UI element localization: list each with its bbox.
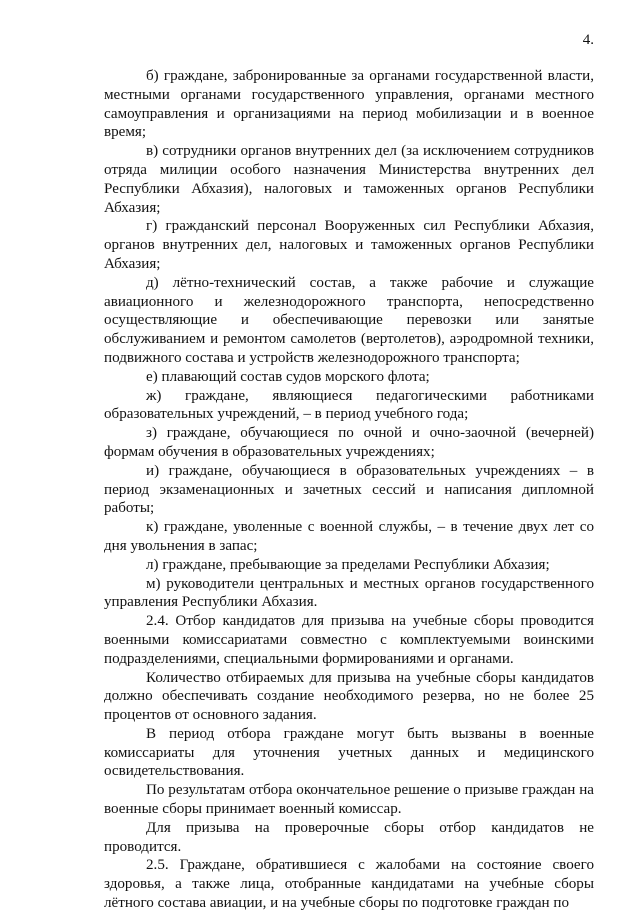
paragraph-final-decision: По результатам отбора окончательное решение о призыве граждан на военные сборы принимает военный комиссар.: [104, 782, 594, 818]
paragraph-m: м) руководители центральных и местных органов государственного управления Республики Абхазия.: [104, 575, 594, 611]
paragraph-selection-period: В период отбора граждане могут быть вызваны в военные комиссариаты для уточнения учетных данных и медицинского освидетельствования.: [104, 725, 594, 780]
paragraph-candidate-count: Количество отбираемых для призыва на учебные сборы кандидатов должно обеспечивать создание необходимого резерва, но не более 25 процентов от основного задания.: [104, 669, 594, 724]
document-body: [104, 67, 594, 913]
paragraph-2-5: 2.5. Граждане, обратившиеся с жалобами на состояние своего здоровья, а также лица, отобранные кандидатами на учебные сборы лётного состава авиации, и на учебные сборы по подготовке граждан по: [104, 857, 594, 912]
paragraph-d: д) лётно-технический состав, а также рабочие и служащие авиационного и железнодорожного транспорта, непосредственно осуществляющие и обеспечивающие перевозки или занятые обслуживанием и ремонтом самолетов (вертолетов), аэродромной техники, подвижного состава и устройств железнодорожного транспорта;: [104, 274, 594, 366]
paragraph-k: к) граждане, уволенные с военной службы, – в течение двух лет со дня увольнения в запас;: [104, 519, 594, 554]
paragraph-verification-camps: Для призыва на проверочные сборы отбор кандидатов не проводится.: [104, 819, 594, 855]
paragraph-g: г) гражданский персонал Вооруженных сил Республики Абхазия, органов внутренних дел, налоговых и таможенных органов Республики Абхазия;: [104, 218, 594, 272]
paragraph-z: з) граждане, обучающиеся по очной и очно-заочной (вечерней) формам обучения в образовательных учреждениях;: [104, 425, 594, 460]
paragraph-zh: ж) граждане, являющиеся педагогическими работниками образовательных учреждений, – в период учебного года;: [104, 387, 594, 423]
paragraph-2-4: 2.4. Отбор кандидатов для призыва на учебные сборы проводится военными комиссариатами совместно с комплектуемыми воинскими подразделениями, специальными формированиями и органами.: [104, 613, 594, 667]
paragraph-b: б) граждане, забронированные за органами государственной власти, местными органами государственного управления, органами местного самоуправления и организациями на период мобилизации и в военное время;: [104, 68, 594, 141]
paragraph-e: е) плавающий состав судов морского флота;: [146, 368, 430, 385]
paragraph-i: и) граждане, обучающиеся в образовательных учреждениях – в период экзаменационных и зачетных сессий и написания дипломной работы;: [104, 462, 594, 517]
paragraph-l: л) граждане, пребывающие за пределами Республики Абхазия;: [146, 556, 550, 573]
page-number: 4.: [582, 32, 594, 48]
paragraph-v: в) сотрудники органов внутренних дел (за исключением сотрудников отряда милиции особого назначения Министерства внутренних дел Республики Абхазия), налоговых и таможенных органов Республики Абхазия;: [104, 143, 594, 216]
